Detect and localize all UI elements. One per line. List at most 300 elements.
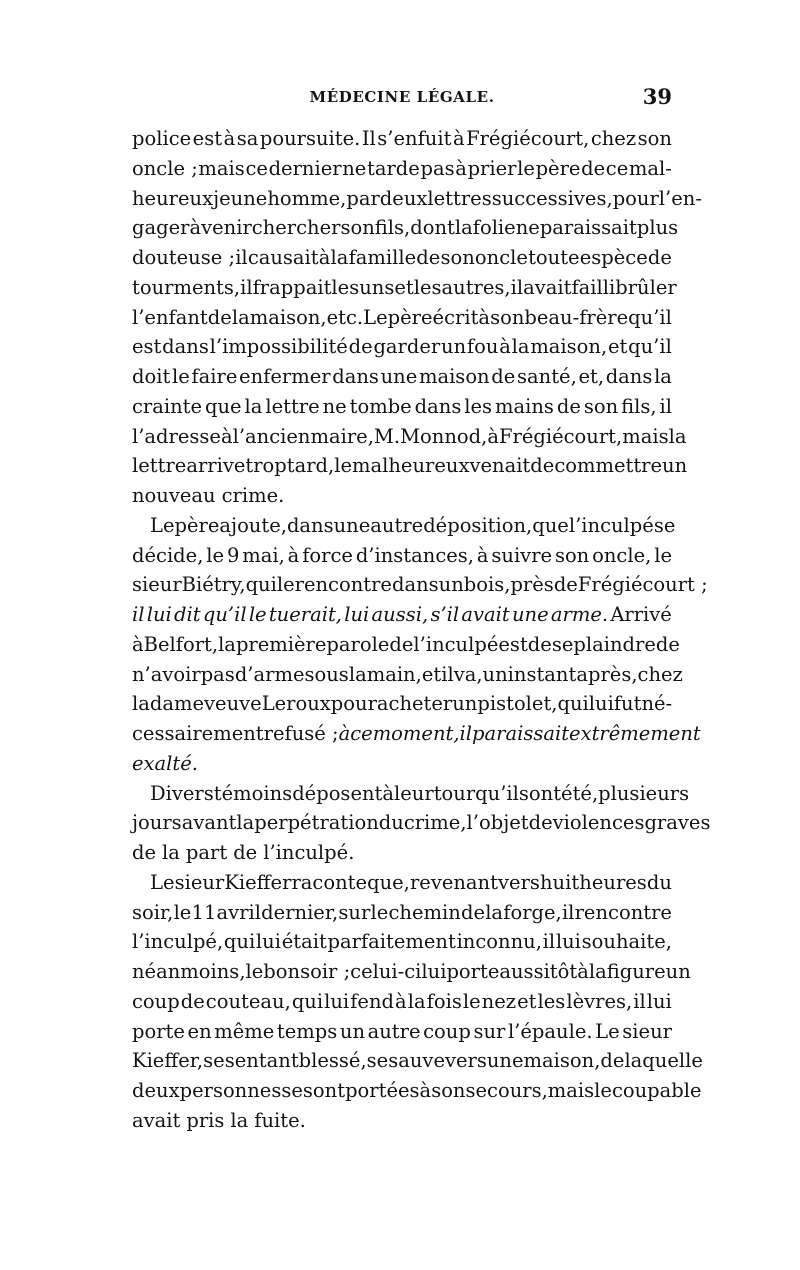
word: lettre bbox=[265, 394, 320, 418]
word: dans bbox=[286, 513, 334, 537]
word: trop bbox=[245, 454, 287, 478]
text-line bbox=[132, 422, 687, 452]
word: de bbox=[556, 394, 581, 418]
text-line bbox=[132, 749, 672, 779]
word: à bbox=[478, 305, 491, 329]
text-line bbox=[132, 808, 711, 838]
word: part bbox=[185, 841, 228, 864]
text-line bbox=[132, 779, 690, 809]
word: toute bbox=[528, 246, 580, 269]
word: la bbox=[588, 960, 607, 983]
word: temps bbox=[276, 1019, 338, 1043]
word: sa bbox=[236, 127, 259, 150]
text-line bbox=[132, 927, 672, 957]
word: l’inculpé bbox=[413, 632, 499, 656]
word: ce bbox=[350, 722, 373, 745]
word: à bbox=[455, 156, 467, 180]
word: Divers bbox=[150, 781, 214, 805]
word: de bbox=[530, 454, 555, 478]
text-line bbox=[132, 689, 672, 719]
word: lui bbox=[255, 930, 281, 954]
word: dont bbox=[410, 216, 455, 240]
word: autre bbox=[370, 513, 424, 537]
text-line bbox=[132, 392, 672, 422]
word: heureux bbox=[132, 186, 214, 210]
word: la bbox=[454, 216, 473, 240]
word: en bbox=[187, 1019, 212, 1043]
word: veuve bbox=[204, 692, 262, 716]
word: déposition, bbox=[423, 513, 533, 537]
word: fils, bbox=[374, 216, 411, 240]
word: l’épaule. bbox=[507, 1019, 593, 1043]
word: à bbox=[577, 960, 589, 983]
page-number: 39 bbox=[642, 84, 672, 109]
word: près bbox=[510, 573, 554, 597]
word: ce bbox=[605, 156, 629, 180]
word: laquelle bbox=[624, 1049, 703, 1073]
word: Le bbox=[363, 305, 388, 329]
text-line bbox=[132, 481, 672, 511]
word: le bbox=[276, 573, 295, 597]
word: etc. bbox=[326, 305, 364, 329]
word: la bbox=[162, 841, 180, 864]
word: parfaitement bbox=[327, 930, 456, 954]
word: poursuite. bbox=[259, 127, 361, 150]
word: tarde bbox=[367, 156, 420, 180]
word: fils, bbox=[621, 394, 657, 418]
word: crainte bbox=[132, 394, 203, 418]
word: de bbox=[348, 335, 373, 359]
word: de bbox=[647, 246, 672, 269]
word: sauve bbox=[388, 1049, 445, 1073]
word: revenant bbox=[409, 870, 498, 894]
word: se bbox=[366, 1049, 389, 1073]
word: son bbox=[554, 543, 590, 567]
word: pour bbox=[330, 692, 377, 716]
word: de bbox=[553, 573, 578, 597]
word: Arrivé bbox=[610, 603, 672, 626]
word: et bbox=[421, 662, 442, 686]
word: à bbox=[382, 781, 395, 805]
word: à bbox=[223, 127, 236, 150]
word: 9 bbox=[226, 543, 240, 567]
word: à bbox=[338, 722, 351, 745]
word: de bbox=[581, 156, 606, 180]
word: soir, bbox=[132, 900, 174, 924]
word: deux bbox=[379, 186, 428, 210]
word: un bbox=[438, 573, 464, 597]
word: était bbox=[281, 930, 327, 954]
word: père bbox=[174, 513, 220, 537]
word: l’inculpé bbox=[568, 513, 654, 537]
text-line bbox=[132, 303, 672, 333]
word: fut bbox=[613, 692, 642, 716]
word: la bbox=[668, 424, 687, 448]
word: paraissait bbox=[539, 216, 637, 240]
text-line bbox=[132, 570, 708, 600]
word: lui bbox=[646, 989, 672, 1013]
word: avant bbox=[181, 811, 237, 835]
word: néanmoins, bbox=[132, 960, 246, 983]
word: après, bbox=[576, 662, 638, 686]
word: à bbox=[476, 543, 489, 567]
word: il bbox=[235, 246, 248, 269]
word: la bbox=[407, 989, 426, 1013]
word: instant bbox=[507, 662, 577, 686]
page-header bbox=[132, 84, 672, 118]
word: l’enfant bbox=[132, 305, 208, 329]
word: les bbox=[413, 275, 442, 299]
word: les bbox=[537, 989, 566, 1013]
word: son bbox=[583, 394, 619, 418]
word: mais bbox=[198, 156, 245, 180]
word: du bbox=[378, 811, 404, 835]
word: il bbox=[542, 930, 556, 954]
word: de bbox=[132, 841, 157, 864]
word: à bbox=[487, 424, 499, 448]
word: Biétry, bbox=[181, 573, 246, 597]
word: un bbox=[441, 335, 467, 359]
text-line bbox=[132, 987, 672, 1017]
word: qu’il bbox=[628, 305, 672, 329]
word: enfermer bbox=[239, 365, 331, 388]
word: homme, bbox=[267, 186, 347, 210]
word: police bbox=[132, 127, 192, 150]
word: pistolet, bbox=[477, 692, 558, 716]
text-line bbox=[132, 124, 672, 154]
word: de bbox=[527, 632, 552, 656]
word: ne bbox=[342, 156, 367, 180]
word: dans bbox=[332, 365, 379, 388]
word: suivre bbox=[491, 543, 553, 567]
word: venir bbox=[201, 216, 252, 240]
word: oncle bbox=[474, 246, 528, 269]
word: le bbox=[173, 900, 192, 924]
word: les bbox=[331, 275, 360, 299]
word: mai, bbox=[242, 543, 285, 567]
word: avril bbox=[216, 900, 261, 924]
word: dans bbox=[162, 335, 209, 359]
text-line bbox=[132, 630, 680, 660]
word: plusieurs bbox=[598, 781, 690, 805]
word: père bbox=[387, 305, 433, 329]
word: acheter bbox=[376, 692, 453, 716]
word: pour bbox=[612, 186, 659, 210]
word: portées bbox=[345, 1079, 420, 1102]
word: avait bbox=[523, 275, 572, 299]
word: autres, bbox=[441, 275, 511, 299]
word: mais bbox=[547, 1079, 595, 1102]
word: 11 bbox=[191, 900, 217, 924]
word: aussi, bbox=[371, 603, 429, 626]
word: failli bbox=[571, 275, 616, 299]
word: du bbox=[646, 870, 672, 894]
word: se bbox=[203, 1049, 225, 1073]
word: aussitôt bbox=[499, 960, 578, 983]
word: souhaite, bbox=[581, 930, 672, 954]
word: Kieffer, bbox=[132, 1049, 204, 1073]
text-line bbox=[132, 600, 672, 630]
word: l’objet bbox=[466, 811, 529, 835]
word: vers bbox=[498, 870, 540, 894]
word: force bbox=[302, 543, 353, 567]
word: de bbox=[207, 305, 232, 329]
word: secours, bbox=[465, 1079, 548, 1102]
word: fend bbox=[350, 989, 395, 1013]
word: dame bbox=[149, 692, 205, 716]
word: leur bbox=[394, 781, 434, 805]
word: s’il bbox=[430, 603, 460, 626]
word: main, bbox=[366, 662, 422, 686]
word: lui bbox=[324, 989, 350, 1013]
word: qu’il bbox=[202, 603, 247, 626]
word: dans bbox=[391, 573, 439, 597]
word: sont bbox=[302, 1079, 346, 1102]
word: de bbox=[528, 811, 553, 835]
word: nez bbox=[481, 989, 517, 1013]
word: Il bbox=[361, 127, 376, 150]
word: crime. bbox=[221, 484, 285, 507]
word: il bbox=[132, 603, 145, 626]
word: beau-frère bbox=[524, 305, 629, 329]
text-line bbox=[132, 332, 672, 362]
word: le bbox=[594, 1079, 612, 1102]
word: causait bbox=[247, 246, 319, 269]
word: chez bbox=[637, 662, 683, 686]
word: coup bbox=[423, 1019, 471, 1043]
word: sieur bbox=[174, 870, 225, 894]
word: et bbox=[517, 989, 537, 1013]
text-line bbox=[132, 1046, 703, 1076]
word: douteuse ; bbox=[132, 246, 236, 269]
text-line bbox=[132, 451, 688, 481]
word: plaindre bbox=[573, 632, 656, 656]
word: perpétration bbox=[254, 811, 379, 835]
word: né- bbox=[641, 692, 673, 716]
word: tourments, bbox=[132, 275, 241, 299]
word: déposent bbox=[292, 781, 383, 805]
word: porte bbox=[446, 960, 500, 983]
word: lui bbox=[421, 960, 447, 983]
word: même bbox=[214, 1019, 275, 1043]
word: se bbox=[551, 632, 574, 656]
word: maire, bbox=[310, 424, 374, 448]
word: sieur bbox=[622, 1019, 672, 1043]
word: il bbox=[659, 394, 672, 418]
word: rencontre bbox=[294, 573, 392, 597]
word: brûler bbox=[615, 275, 677, 299]
word: le bbox=[654, 543, 672, 567]
word: Kieffer bbox=[224, 870, 292, 894]
word: bonsoir ; bbox=[263, 960, 351, 983]
word: un bbox=[339, 1019, 366, 1043]
word: son bbox=[440, 246, 475, 269]
word: blessé, bbox=[298, 1049, 367, 1073]
word: plus bbox=[636, 216, 679, 240]
word: l’impossibilité bbox=[209, 335, 348, 359]
word: la bbox=[654, 365, 672, 388]
word: parole bbox=[326, 632, 390, 656]
word: garder bbox=[373, 335, 441, 359]
word: pas bbox=[420, 156, 455, 180]
word: lui bbox=[146, 603, 172, 626]
word: maison, bbox=[530, 335, 608, 359]
word: la bbox=[230, 1108, 249, 1132]
word: de bbox=[460, 900, 485, 924]
word: chemin bbox=[388, 900, 461, 924]
word: prier bbox=[467, 156, 517, 180]
word: la bbox=[348, 662, 367, 686]
word: par bbox=[346, 186, 380, 210]
word: son bbox=[431, 1079, 466, 1102]
word: dans bbox=[605, 365, 653, 388]
word: famille bbox=[348, 246, 417, 269]
text-line bbox=[132, 868, 672, 898]
word: chez bbox=[590, 127, 637, 150]
text-line bbox=[132, 1106, 672, 1136]
word: dernier bbox=[268, 156, 342, 180]
text-line bbox=[132, 541, 672, 571]
word: lèvres, bbox=[566, 989, 633, 1013]
word: l’inculpé. bbox=[263, 841, 355, 864]
word: le bbox=[462, 989, 481, 1013]
word: personnes bbox=[179, 1079, 282, 1102]
word: qui bbox=[557, 692, 589, 716]
word: s’enfuit bbox=[377, 127, 452, 150]
word: Leroux bbox=[261, 692, 331, 716]
word: dit bbox=[174, 603, 201, 626]
word: exalté. bbox=[132, 751, 198, 775]
word: n’avoir bbox=[132, 662, 201, 686]
text-line bbox=[132, 1076, 702, 1106]
word: le bbox=[206, 543, 225, 567]
word: bois, bbox=[463, 573, 511, 597]
word: les bbox=[464, 394, 493, 418]
word: frappait bbox=[252, 275, 332, 299]
word: avait bbox=[461, 603, 510, 626]
word: que, bbox=[367, 870, 410, 894]
word: le bbox=[171, 365, 190, 388]
word: et bbox=[607, 335, 628, 359]
text-line bbox=[132, 719, 701, 749]
word: il bbox=[633, 989, 646, 1013]
word: heures bbox=[579, 870, 647, 894]
text-line bbox=[132, 957, 691, 987]
text-line bbox=[132, 660, 683, 690]
word: couteau, bbox=[205, 989, 291, 1013]
word: lui bbox=[555, 930, 581, 954]
word: il bbox=[459, 722, 473, 745]
word: deux bbox=[132, 1079, 180, 1102]
word: forge, bbox=[503, 900, 562, 924]
word: qui bbox=[291, 989, 324, 1013]
text-line bbox=[132, 213, 679, 243]
word: tuerait, bbox=[268, 603, 342, 626]
word: l’ancien bbox=[232, 424, 311, 448]
word: la bbox=[511, 335, 530, 359]
word: se bbox=[653, 513, 676, 537]
word: dernier, bbox=[261, 900, 339, 924]
word: à bbox=[499, 335, 511, 359]
word: moment, bbox=[372, 722, 460, 745]
word: arme. bbox=[550, 603, 609, 626]
word: commettre bbox=[554, 454, 663, 478]
word: pris bbox=[186, 1108, 225, 1132]
word: maison, bbox=[523, 1049, 601, 1073]
word: Le bbox=[150, 870, 175, 894]
word: sous bbox=[304, 662, 349, 686]
word: le bbox=[248, 603, 267, 626]
word: tombe bbox=[349, 394, 412, 418]
word: un bbox=[665, 960, 691, 983]
word: maison, bbox=[249, 305, 327, 329]
text-line bbox=[132, 511, 676, 541]
word: maison bbox=[418, 365, 490, 388]
word: à bbox=[395, 989, 407, 1013]
word: de bbox=[180, 989, 205, 1013]
word: doit bbox=[132, 365, 171, 388]
word: qu’ils bbox=[475, 781, 529, 805]
word: Frégiécourt ; bbox=[577, 573, 708, 597]
text-line bbox=[132, 184, 702, 214]
word: de bbox=[389, 632, 414, 656]
word: lui bbox=[344, 603, 370, 626]
word: autre bbox=[367, 1019, 421, 1043]
word: ce bbox=[245, 156, 268, 180]
word: est bbox=[132, 335, 162, 359]
word: père bbox=[535, 156, 581, 180]
word: Le bbox=[150, 513, 175, 537]
word: été, bbox=[561, 781, 599, 805]
word: un bbox=[662, 454, 688, 478]
word: figure bbox=[606, 960, 666, 983]
word: une bbox=[380, 365, 418, 388]
word: venait bbox=[469, 454, 531, 478]
word: de bbox=[655, 632, 680, 656]
word: santé, bbox=[517, 365, 577, 388]
word: de bbox=[491, 365, 516, 388]
word: et, bbox=[578, 365, 605, 388]
word: sur bbox=[338, 900, 371, 924]
word: dans bbox=[414, 394, 462, 418]
body-text bbox=[132, 124, 711, 1136]
word: à bbox=[419, 1079, 432, 1102]
word: graves bbox=[644, 811, 711, 835]
text-line bbox=[132, 243, 672, 273]
word: le bbox=[517, 156, 535, 180]
word: un bbox=[482, 662, 508, 686]
word: Frégiécourt, bbox=[466, 127, 590, 150]
word: crime, bbox=[403, 811, 467, 835]
word: la bbox=[132, 692, 150, 716]
word: avait bbox=[132, 1108, 181, 1132]
word: une bbox=[486, 1049, 524, 1073]
word: une bbox=[511, 603, 549, 626]
word: vers bbox=[444, 1049, 487, 1073]
word: faire bbox=[191, 365, 238, 388]
word: un bbox=[452, 692, 478, 716]
word: à bbox=[452, 127, 465, 150]
word: pas bbox=[200, 662, 235, 686]
word: inconnu, bbox=[456, 930, 542, 954]
word: tour bbox=[433, 781, 476, 805]
word: la bbox=[485, 900, 504, 924]
word: la bbox=[244, 394, 263, 418]
word: témoins bbox=[213, 781, 293, 805]
word: va, bbox=[453, 662, 483, 686]
word: il bbox=[441, 662, 454, 686]
word: le bbox=[334, 454, 353, 478]
